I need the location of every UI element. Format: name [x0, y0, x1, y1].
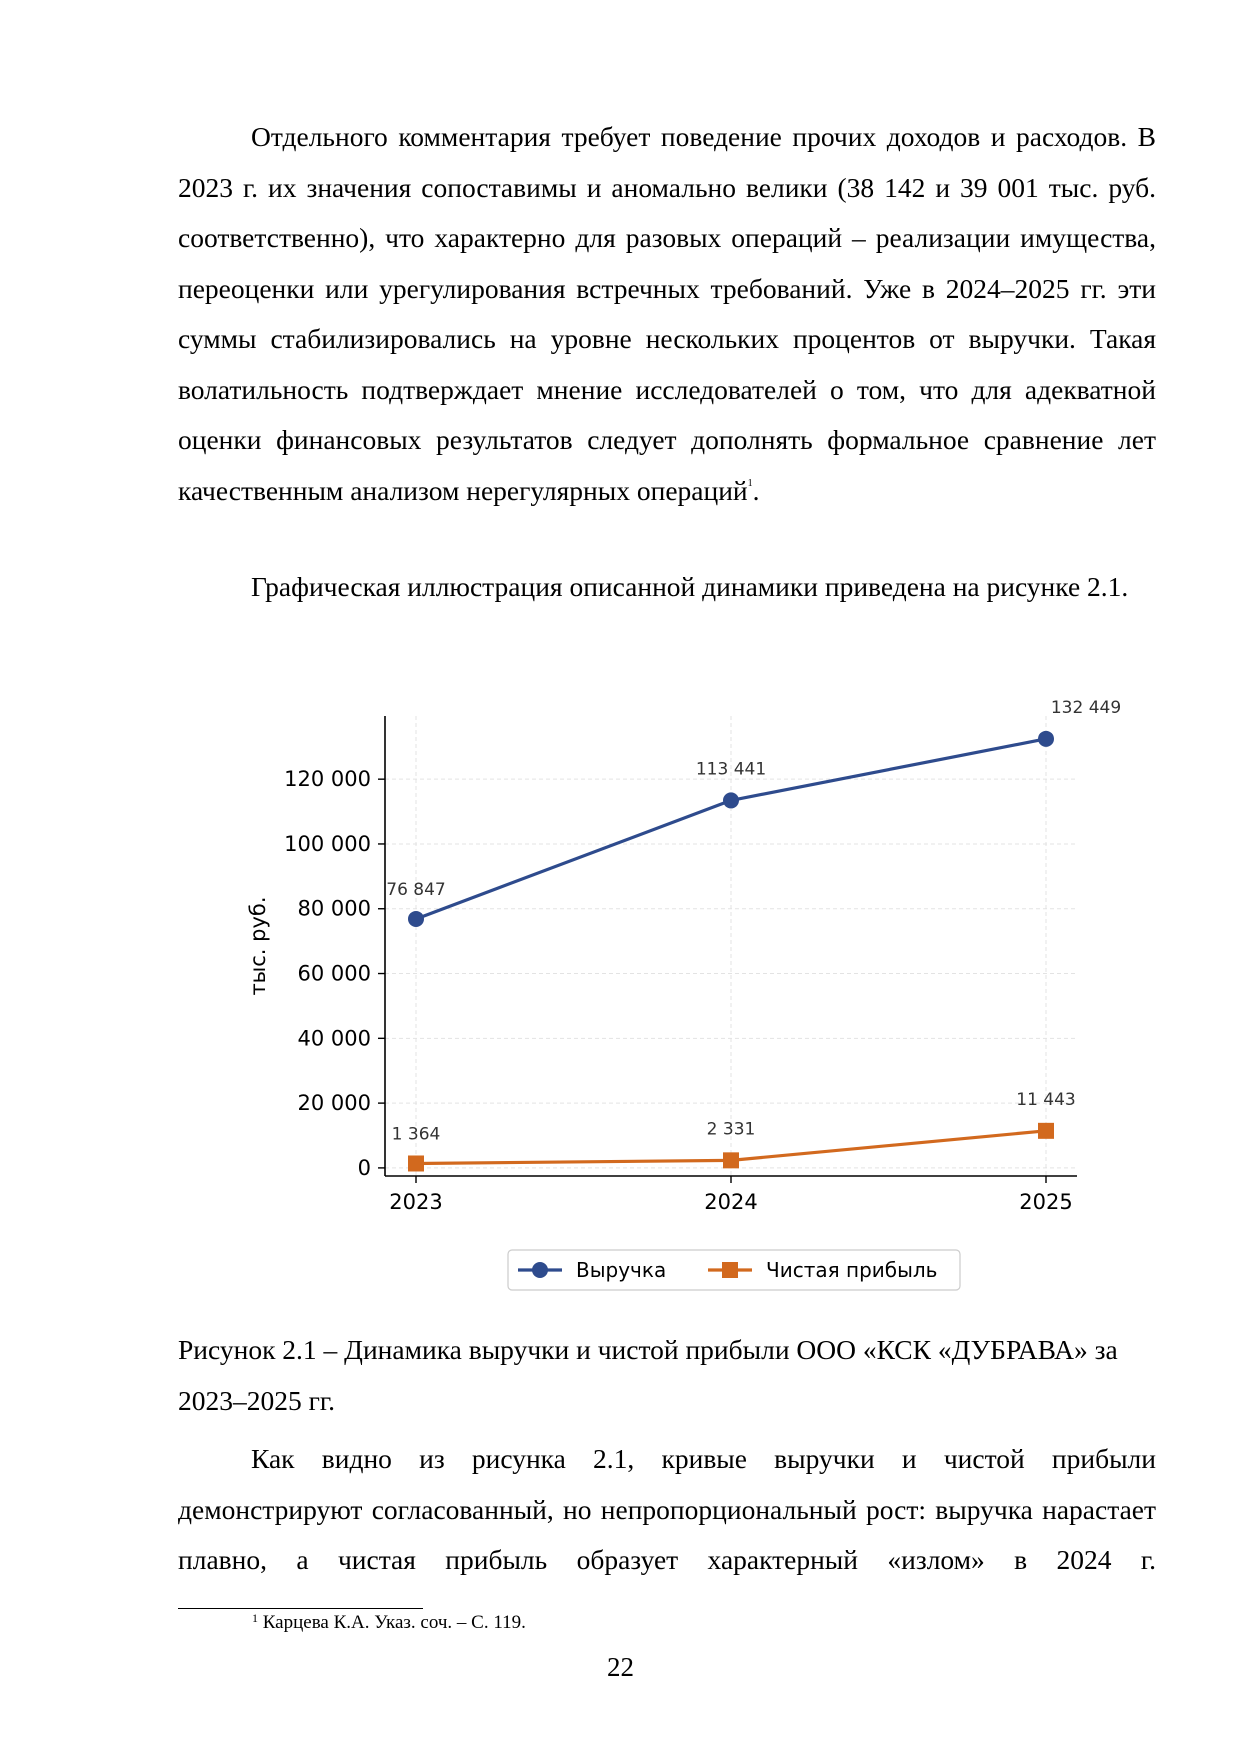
data-label: 76 847 — [386, 879, 446, 900]
y-axis-label: тыс. руб. — [246, 896, 270, 996]
legend-label: Чистая прибыль — [766, 1258, 938, 1282]
y-tick-label: 0 — [357, 1155, 371, 1180]
y-tick-label: 40 000 — [297, 1026, 371, 1051]
data-label: 11 443 — [1016, 1089, 1076, 1110]
data-point-revenue — [723, 792, 739, 808]
x-tick-label: 2023 — [389, 1190, 443, 1214]
chart-legend — [508, 1250, 960, 1290]
data-point-net-profit — [1038, 1123, 1054, 1139]
y-tick-label: 120 000 — [284, 767, 371, 792]
x-tick-label: 2024 — [704, 1190, 758, 1214]
x-tick-label: 2025 — [1019, 1190, 1073, 1214]
y-tick-label: 20 000 — [297, 1091, 371, 1116]
page-number: 22 — [607, 1652, 634, 1682]
data-label: 132 449 — [1050, 697, 1122, 718]
chart-data-labels — [386, 698, 1121, 1145]
footnote-separator — [178, 1608, 423, 1609]
y-tick-label: 60 000 — [297, 961, 371, 986]
figure-caption: Рисунок 2.1 – Динамика выручки и чистой прибыли ООО «КСК «ДУБРАВА» за 2023–2025 гг. — [178, 1334, 1118, 1416]
chart-series — [408, 731, 1054, 1172]
chart-grid — [385, 716, 1077, 1176]
paragraph-analysis — [178, 1434, 1156, 1586]
data-point-revenue — [408, 911, 424, 927]
paragraph-end: . — [752, 474, 760, 506]
footnote-number: 1 — [252, 1611, 258, 1625]
footnote — [252, 1612, 526, 1634]
y-tick-label: 100 000 — [284, 831, 371, 856]
legend-marker-circle — [532, 1262, 548, 1278]
y-tick-label: 80 000 — [297, 896, 371, 921]
data-point-net-profit — [723, 1152, 739, 1168]
legend-label: Выручка — [576, 1258, 667, 1282]
data-point-net-profit — [408, 1155, 424, 1171]
data-label: 1 364 — [391, 1124, 441, 1145]
data-label: 2 331 — [706, 1119, 756, 1140]
footnote-reference[interactable]: 1 — [747, 477, 753, 489]
paragraph-text: Отдельного комментария требует поведение прочих доходов и расходов. В 2023 г. их значения сопоставимы и аномально велики (38 142 и 39 001 тыс. руб. соответственно), что характерно для разовых операций – реализации имущества, переоценки или урегулирования встречных требований. Уже в 2024–2025 гг. эти суммы стабилизировались на уровне нескольких процентов от выручки. Такая волатильность подтверждает мнение исследователей о том, что для адекватной оценки финансовых результатов следует дополнять формальное сравнение лет качественным анализом нерегулярных операций — [178, 121, 1156, 506]
data-point-revenue — [1038, 731, 1054, 747]
footnote-text: Карцева К.А. Указ. соч. – С. 119. — [262, 1612, 526, 1633]
paragraph-text: Графическая иллюстрация описанной динамики приведена на рисунке 2.1. — [251, 571, 1129, 602]
data-label: 113 441 — [695, 759, 767, 780]
paragraph-text: Как видно из рисунка 2.1, кривые выручки и чистой прибыли демонстрируют согласованный, но непропорциональный рост: выручка нарастает плавно, а чистая прибыль образует характерный «излом» в 2024 г. — [178, 1443, 1156, 1575]
legend-marker-square — [722, 1262, 738, 1278]
